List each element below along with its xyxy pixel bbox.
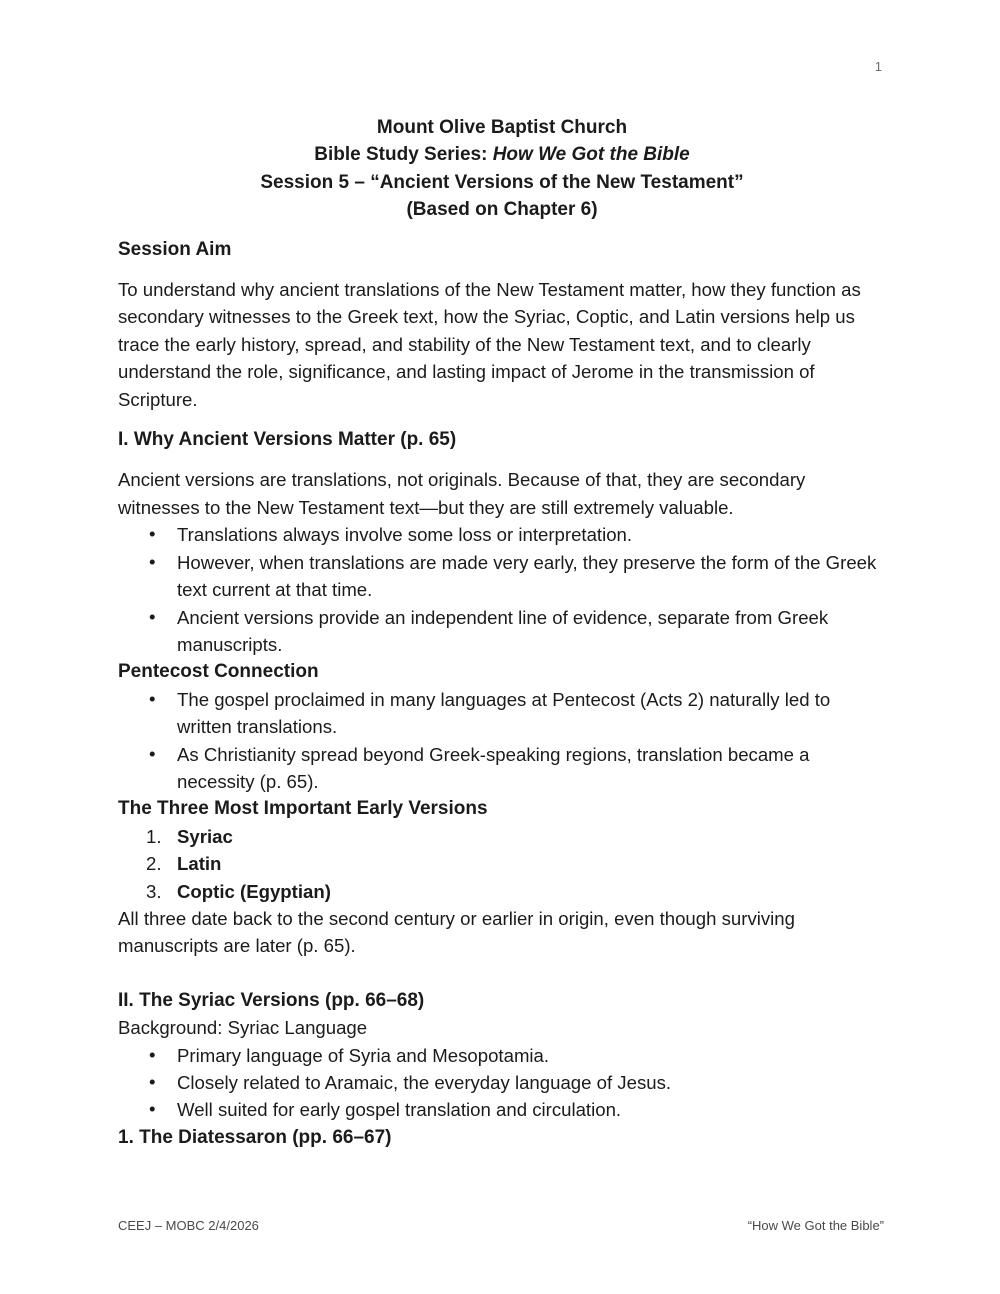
series-title bbox=[118, 141, 886, 168]
list-item bbox=[118, 1069, 886, 1096]
bullet-icon: • bbox=[149, 1043, 156, 1065]
list-item-text: Well suited for early gospel translation and circulation. bbox=[177, 1099, 622, 1121]
list-item-text: Latin bbox=[177, 853, 222, 875]
section2-heading: II. The Syriac Versions (pp. 66–68) bbox=[118, 989, 425, 1011]
list-item-text: Closely related to Aramaic, the everyday language of Jesus. bbox=[177, 1072, 672, 1093]
list-item bbox=[118, 741, 886, 796]
bullet-icon: • bbox=[149, 550, 156, 572]
numbered-list-item bbox=[118, 850, 886, 877]
list-number: 3. bbox=[146, 880, 162, 902]
document-content bbox=[118, 114, 886, 1151]
footer-right-text: “How We Got the Bible” bbox=[747, 1218, 884, 1233]
pentecost-bullet-list bbox=[118, 686, 886, 796]
bullet-icon: • bbox=[149, 1098, 156, 1120]
list-item-text: Coptic (Egyptian) bbox=[177, 880, 331, 902]
title-block bbox=[118, 114, 886, 224]
list-item bbox=[118, 604, 886, 659]
section1-intro: Ancient versions are translations, not originals. Because of that, they are secondary witnesses to the New Testament text—but they are still extremely valuable. bbox=[118, 469, 806, 518]
numbered-list-item bbox=[118, 878, 886, 905]
three-versions-note: All three date back to the second century or earlier in origin, even though surviving manuscripts are later (p. 65). bbox=[118, 907, 795, 957]
three-versions-heading: The Three Most Important Early Versions bbox=[118, 798, 488, 820]
series-title-book-name: How We Got the Bible bbox=[492, 144, 690, 166]
list-item-text: The gospel proclaimed in many languages at Pentecost (Acts 2) naturally led to written translations. bbox=[177, 688, 831, 738]
section2-bullet-list bbox=[118, 1042, 886, 1124]
session-title: Session 5 – “Ancient Versions of the New Testament” bbox=[260, 171, 744, 193]
church-name: Mount Olive Baptist Church bbox=[376, 117, 628, 138]
list-number: 2. bbox=[146, 853, 162, 875]
page-footer bbox=[118, 1218, 884, 1233]
list-item-text: Syriac bbox=[177, 825, 233, 847]
list-item bbox=[118, 521, 886, 548]
session-aim-heading: Session Aim bbox=[118, 238, 232, 260]
section1-heading: I. Why Ancient Versions Matter (p. 65) bbox=[118, 429, 457, 451]
list-item-text: However, when translations are made very early, they preserve the form of the Greek text current at that time. bbox=[177, 551, 877, 601]
bullet-icon: • bbox=[149, 742, 156, 764]
bullet-icon: • bbox=[149, 605, 156, 627]
session-aim-paragraph: To understand why ancient translations of the New Testament matter, how they function as secondary witnesses to the Greek text, how the Syriac, Coptic, and Latin versions help us trace the early history, spread, and stability of the New Testament text, and to clearly understand the role, significance, and lasting impact of Jerome in the transmission of Scripture. bbox=[118, 279, 861, 410]
page-number: 1 bbox=[874, 59, 882, 74]
bullet-icon: • bbox=[149, 523, 156, 545]
list-item-text: Ancient versions provide an independent line of evidence, separate from Greek manuscripts. bbox=[177, 606, 829, 655]
section1-bullet-list bbox=[118, 521, 886, 658]
list-item-text: Primary language of Syria and Mesopotamia. bbox=[177, 1044, 550, 1066]
three-versions-numbered-list bbox=[118, 823, 886, 905]
bullet-icon: • bbox=[149, 687, 156, 709]
list-item bbox=[118, 686, 886, 741]
list-item bbox=[118, 1042, 886, 1069]
list-item-text: Translations always involve some loss or interpretation. bbox=[177, 524, 633, 546]
footer-left-text: CEEJ – MOBC 2/4/2026 bbox=[118, 1218, 259, 1233]
pentecost-connection-heading: Pentecost Connection bbox=[118, 661, 319, 683]
list-item bbox=[118, 549, 886, 604]
bullet-icon: • bbox=[149, 1071, 156, 1092]
numbered-list-item bbox=[118, 823, 886, 850]
section2-subheading: Background: Syriac Language bbox=[118, 1017, 368, 1039]
list-item-text: As Christianity spread beyond Greek-speaking regions, translation became a necessity (p. 65). bbox=[177, 743, 810, 792]
series-title-prefix: Bible Study Series: bbox=[314, 144, 493, 166]
chapter-reference: (Based on Chapter 6) bbox=[406, 199, 598, 221]
list-number: 1. bbox=[146, 825, 162, 847]
section3-heading: 1. The Diatessaron (pp. 66–67) bbox=[118, 1126, 392, 1148]
list-item bbox=[118, 1096, 886, 1123]
